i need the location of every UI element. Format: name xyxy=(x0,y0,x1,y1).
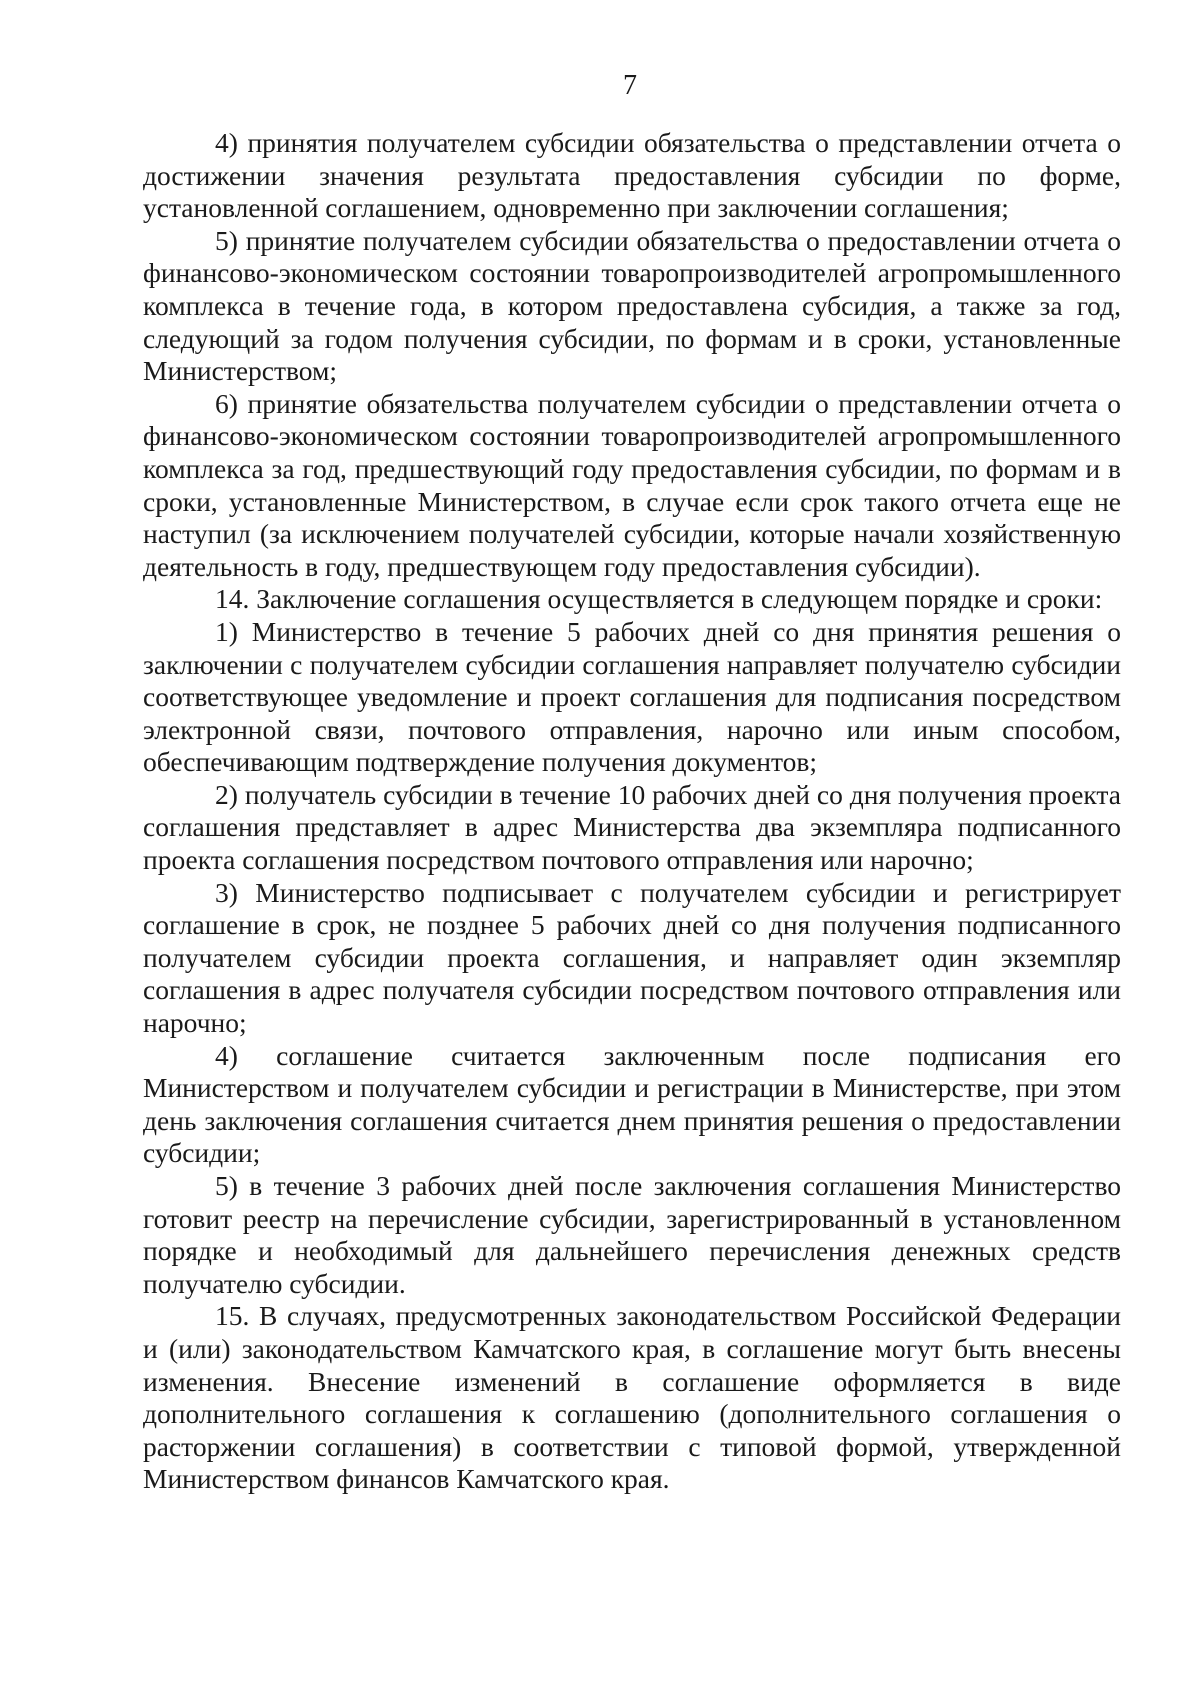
paragraph-subitem-5: 5) в течение 3 рабочих дней после заключения соглашения Министерство готовит реестр на перечисление субсидии, зарегистрированный в установленном порядке и необходимый для дальнейшего перечисления денежных средств получателю субсидии. xyxy=(143,1170,1121,1299)
page-number: 7 xyxy=(623,70,637,101)
paragraph-item-6: 6) принятие обязательства получателем субсидии о представлении отчета о финансово-экономическом состоянии товаропроизводителей агропромышленного комплекса за год, предшествующий году предоставления субсидии, по формам и в сроки, установленные Министерством, в случае если срок такого отчета еще не наступил (за исключением получателей субсидии, которые начали хозяйственную деятельность в году, предшествующем году предоставления субсидии). xyxy=(143,387,1121,582)
paragraph-section-15: 15. В случаях, предусмотренных законодательством Российской Федерации и (или) законодательством Камчатского края, в соглашение могут быть внесены изменения. Внесение изменений в соглашение оформляется в виде дополнительного соглашения к соглашению (дополнительного соглашения о расторжении соглашения) в соответствии с типовой формой, утвержденной Министерством финансов Камчатского края. xyxy=(143,1300,1121,1495)
paragraph-item-5: 5) принятие получателем субсидии обязательства о предоставлении отчета о финансово-экономическом состоянии товаропроизводителей агропромышленного комплекса в течение года, в котором предоставлена субсидия, а также за год, следующий за годом получения субсидии, по формам и в сроки, установленные Министерством; xyxy=(143,224,1121,387)
paragraph-section-14: 14. Заключение соглашения осуществляется в следующем порядке и сроки: xyxy=(215,583,1103,615)
paragraph-subitem-1: 1) Министерство в течение 5 рабочих дней со дня принятия решения о заключении с получателем субсидии соглашения направляет получателю субсидии соответствующее уведомление и проект соглашения для подписания посредством электронной связи, почтового отправления, нарочно или иным способом, обеспечивающим подтверждение получения документов; xyxy=(143,615,1121,778)
paragraph-item-4: 4) принятия получателем субсидии обязательства о представлении отчета о достижении значения результата предоставления субсидии по форме, установленной соглашением, одновременно при заключении соглашения; xyxy=(143,127,1121,224)
paragraph-subitem-4: 4) соглашение считается заключенным после подписания его Министерством и получателем субсидии и регистрации в Министерстве, при этом день заключения соглашения считается днем принятия решения о предоставлении субсидии; xyxy=(143,1039,1121,1169)
paragraph-subitem-2: 2) получатель субсидии в течение 10 рабочих дней со дня получения проекта соглашения представляет в адрес Министерства два экземпляра подписанного проекта соглашения посредством почтового отправления или нарочно; xyxy=(143,778,1121,876)
document-body xyxy=(143,127,1121,1496)
paragraph-subitem-3: 3) Министерство подписывает с получателем субсидии и регистрирует соглашение в срок, не позднее 5 рабочих дней со дня получения подписанного получателем субсидии проекта соглашения, и направляет один экземпляр соглашения в адрес получателя субсидии посредством почтового отправления или нарочно; xyxy=(143,876,1121,1039)
